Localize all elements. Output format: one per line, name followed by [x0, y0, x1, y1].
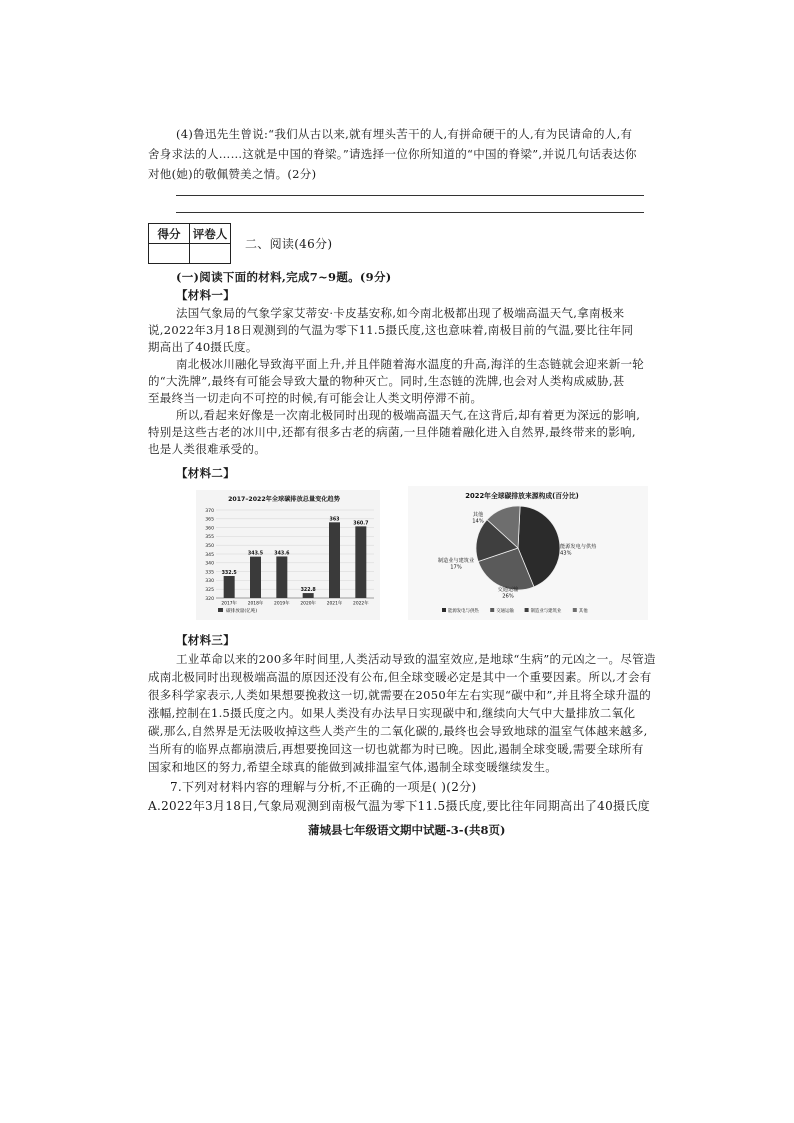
y-tick-label: 345: [205, 552, 214, 558]
y-tick-label: 365: [205, 517, 214, 523]
material3-line6: 当所有的临界点都崩溃后,再想要挽回这一切也就都为时已晚。因此,遏制全球变暖,需要全球所有: [148, 742, 644, 756]
answer-line-1[interactable]: [176, 195, 644, 196]
bar-value-label: 322.8: [300, 588, 316, 594]
y-tick-label: 335: [205, 570, 214, 576]
legend-label: 碳排放量(亿吨): [226, 608, 258, 614]
slice-label: 制造业与建筑业: [437, 558, 475, 564]
bar-value-label: 360.7: [353, 521, 369, 527]
q4-line-1: (4)鲁迅先生曾说:“我们从古以来,就有埋头苦干的人,有拼命硬干的人,有为民请命的人,有: [176, 127, 633, 141]
bar-2019年: [276, 556, 287, 598]
chart-title: 2017–2022年全球碳排放总量变化趋势: [228, 496, 340, 503]
slice-label: 交通运输: [497, 587, 519, 593]
material3-line1: 工业革命以来的200多年时间里,人类活动导致的温室效应,是地球“生病”的元凶之一。尽管造: [176, 652, 656, 666]
q4-line-2: 舍身求法的人……这就是中国的脊梁。”请选择一位你所知道的“中国的脊梁”,并说几句话表达你: [148, 147, 637, 161]
y-tick-label: 320: [205, 596, 214, 602]
pie-chart-svg: [408, 486, 648, 620]
material1-heading: 【材料一】: [176, 288, 235, 302]
x-tick-label: 2020年: [300, 601, 316, 607]
material3-line5: 碳,那么,自然界是无法吸收掉这些人类产生的二氧化碳的,最终也会导致地球的温室气体越来越多,: [148, 724, 648, 738]
material1-p2-line3: 至最终当一切走向不可控的时候,有可能会让人类文明停滞不前。: [148, 391, 483, 405]
q4-line-3: 对他(她)的敬佩赞美之情。(2分): [148, 167, 317, 181]
legend-swatch: [442, 608, 446, 612]
y-tick-label: 340: [205, 561, 214, 567]
bar-2018年: [250, 557, 261, 598]
y-tick-label: 350: [205, 544, 214, 549]
material3-line3: 很多科学家表示,人类如果想要挽救这一切,就需要在2050年左右实现“碳中和”,并且将全球升温的: [148, 688, 652, 702]
material1-p3-line3: 也是人类很难承受的。: [148, 442, 266, 456]
y-tick-label: 360: [205, 526, 214, 532]
material1-p2-line1: 南北极冰川融化导致海平面上升,并且伴随着海水温度的升高,海洋的生态链就会迎来新一轮: [176, 357, 645, 371]
x-tick-label: 2019年: [274, 601, 290, 607]
q7-stem: 7.下列对材料内容的理解与分析,不正确的一项是( )(2分): [170, 780, 477, 794]
y-tick-label: 330: [205, 579, 214, 585]
bar-chart: [196, 490, 380, 620]
bar-value-label: 363: [329, 517, 340, 523]
slice-percent: 26%: [502, 593, 514, 600]
score-cell[interactable]: [149, 244, 190, 264]
material2-heading: 【材料二】: [176, 466, 235, 480]
legend-label: 其他: [578, 608, 588, 614]
material1-p1-line3: 期高出了40摄氏度。: [148, 340, 258, 354]
x-tick-label: 2022年: [353, 601, 369, 607]
x-tick-label: 2018年: [247, 601, 264, 607]
bar-chart-svg: [196, 490, 380, 620]
bar-2021年: [329, 522, 340, 598]
slice-percent: 14%: [472, 518, 484, 525]
page-footer: 蒲城县七年级语文期中试题-3-(共8页): [308, 823, 506, 837]
legend-swatch: [490, 608, 494, 612]
slice-label: 能源发电与供热: [560, 544, 597, 550]
bar-value-label: 343.5: [247, 551, 264, 557]
material3-line7: 国家和地区的努力,希望全球真的能做到减排温室气体,遏制全球变暖继续发生。: [148, 760, 558, 774]
material1-p2-line2: 的“大洗牌”,最终有可能会导致大量的物种灭亡。同时,生态链的洗牌,也会对人类构成威胁,甚: [148, 374, 625, 388]
section-title: 二、阅读(46分): [245, 237, 333, 251]
slice-percent: 43%: [560, 550, 572, 557]
bar-value-label: 332.5: [221, 571, 237, 576]
slice-percent: 17%: [450, 564, 462, 571]
chart-title: 2022年全球碳排放来源构成(百分比): [465, 492, 579, 500]
slice-label: 其他: [472, 512, 484, 518]
material1-p1-line2: 说,2022年3月18日观测到的气温为零下11.5摄氏度,这也意味着,南极目前的气温,要比往年同: [148, 323, 634, 337]
legend-swatch: [525, 608, 529, 612]
bar-2022年: [355, 526, 366, 598]
legend-swatch: [218, 608, 223, 612]
legend-label: 制造业与建筑业: [530, 608, 562, 614]
bar-2017年: [224, 576, 235, 598]
material3-line4: 涨幅,控制在1.5摄氏度之内。如果人类没有办法早日实现碳中和,继续向大气中大量排放二氧化: [148, 706, 636, 720]
x-tick-label: 2021年: [326, 601, 343, 607]
material3-line2: 成南北极同时出现极端高温的原因还没有公布,但全球变暖必定是其中一个重要因素。所以,才会有: [148, 670, 652, 684]
pie-chart: [408, 486, 648, 620]
y-tick-label: 325: [205, 588, 214, 593]
y-tick-label: 370: [205, 508, 214, 514]
material3-heading: 【材料三】: [176, 633, 235, 647]
answer-line-2[interactable]: [176, 212, 644, 213]
x-tick-label: 2017年: [221, 601, 237, 607]
material1-p3-line1: 所以,看起来好像是一次南北极同时出现的极端高温天气,在这背后,却有着更为深远的影响,: [176, 408, 641, 422]
bar-value-label: 343.6: [274, 551, 290, 557]
legend-swatch: [573, 608, 577, 612]
q7-option-a[interactable]: A.2022年3月18日,气象局观测到南极气温为零下11.5摄氏度,要比往年同期高出了40摄氏度: [148, 799, 650, 813]
legend-label: 能源发电与供热: [448, 608, 479, 614]
score-label: 得分: [149, 224, 190, 244]
y-tick-label: 355: [205, 535, 214, 541]
grader-cell[interactable]: [190, 244, 231, 264]
bar-2020年: [303, 593, 314, 598]
grader-label: 评卷人: [190, 224, 231, 244]
reading-instruction: (一)阅读下面的材料,完成7~9题。(9分): [176, 270, 392, 284]
score-table: [148, 223, 231, 264]
material1-p1-line1: 法国气象局的气象学家艾蒂安·卡皮基安称,如今南北极都出现了极端高温天气,拿南极来: [176, 306, 625, 320]
material1-p3-line2: 特别是这些古老的冰川中,还都有很多古老的病菌,一旦伴随着融化进入自然界,最终带来的影响,: [148, 425, 636, 439]
legend-label: 交通运输: [496, 608, 514, 614]
